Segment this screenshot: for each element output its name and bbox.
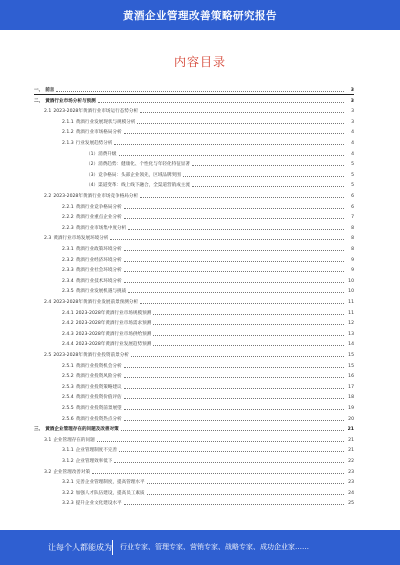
toc-entry-page: 22 [348, 459, 354, 464]
toc-entry-number: 三、 [34, 427, 44, 433]
toc-entry-title: 黄酒行业市场集中度分析 [75, 225, 127, 231]
toc-entry-title: 前言 [45, 87, 55, 93]
toc-entry-number: 2.1 [44, 109, 52, 115]
toc-leader-dots [119, 155, 345, 156]
toc-entry[interactable] [34, 362, 354, 371]
toc-entry-title: 2023-2028年黄酒行业市场供给预测 [75, 331, 152, 337]
toc-entry-title: 黄酒行业技术环境分析 [75, 278, 122, 284]
toc-leader-dots [124, 218, 344, 219]
toc-entry[interactable] [34, 478, 354, 487]
toc-entry[interactable] [34, 107, 354, 116]
toc-leader-dots [97, 441, 344, 442]
toc-entry-title: 企业管理改善对策 [53, 469, 91, 475]
toc-entry-title: 2023-2028年黄酒行业市场规模预测 [75, 310, 152, 316]
toc-leader-dots [92, 473, 344, 474]
toc-entry-page: 12 [348, 321, 354, 327]
toc-entry-page: 6 [351, 204, 354, 210]
toc-entry-title: 2023-2028年黄酒行业市场运行态势分析 [53, 109, 139, 115]
toc-entry-page: 11 [348, 300, 354, 305]
toc-entry[interactable] [34, 160, 354, 169]
footer-tagline: 行业专家、管理专家、营销专家、战略专家、成功企业家…… [120, 543, 309, 551]
toc-leader-dots [124, 367, 344, 368]
toc-entry-title: 黄酒行业市场分析与预测 [45, 98, 96, 104]
toc-entry-page: 7 [351, 215, 354, 221]
toc-leader-dots [153, 324, 344, 325]
toc-leader-dots [124, 282, 344, 283]
toc-entry[interactable] [34, 309, 354, 318]
toc-entry-page: 3 [351, 119, 354, 125]
toc-entry-number: 2.5 [44, 353, 52, 358]
toc-entry-number: 2.1.1 [62, 119, 74, 125]
toc-entry-number: 2.4.2 [62, 321, 74, 327]
toc-entry[interactable] [34, 425, 354, 434]
toc-entry-title: 黄酒企业管理存在的问题及改善对策 [45, 427, 119, 433]
toc-leader-dots [140, 197, 344, 198]
toc-entry-number: 2.3.5 [62, 289, 74, 295]
toc-entry-title: 黄酒行业竞争格局分析 [75, 204, 122, 210]
toc-entry-page: 21 [348, 437, 354, 443]
toc-entry[interactable] [34, 256, 354, 265]
toc-entry-title: 黄酒行业社会环境分析 [75, 268, 122, 274]
toc-leader-dots [119, 451, 344, 452]
toc-entry[interactable] [34, 340, 354, 349]
toc-entry[interactable] [34, 245, 354, 254]
toc-entry-number: 2.1.2 [62, 130, 74, 136]
toc-entry-title: 黄酒行业投资前景展望 [75, 406, 122, 411]
toc-leader-dots [153, 345, 344, 346]
toc-leader-dots [114, 144, 344, 145]
toc-entry[interactable] [34, 489, 354, 498]
toc-entry[interactable] [34, 351, 354, 360]
toc-entry-number: 2.3 [44, 236, 52, 242]
toc-entry-number: 3.2.2 [62, 490, 74, 496]
table-of-contents [34, 86, 354, 510]
toc-entry-title: 加强人才队伍建设，提高员工素质 [75, 490, 145, 496]
toc-entry[interactable] [34, 266, 354, 275]
toc-entry[interactable] [34, 181, 354, 190]
toc-entry-number: 2.5.4 [62, 395, 74, 401]
toc-entry[interactable] [34, 86, 354, 95]
toc-entry-title: 黄酒行业发展现状与规模分析 [75, 119, 136, 125]
toc-entry[interactable] [34, 171, 354, 180]
toc-leader-dots [124, 261, 344, 262]
toc-leader-dots [183, 176, 344, 177]
toc-entry[interactable] [34, 287, 354, 296]
toc-leader-dots [124, 398, 344, 399]
toc-entry-page: 3 [351, 109, 354, 115]
toc-entry[interactable] [34, 97, 354, 106]
toc-entry-number: 3.1 [44, 437, 52, 443]
toc-leader-dots [153, 314, 344, 315]
toc-leader-dots [131, 356, 344, 357]
toc-entry-number: 2.4.4 [62, 342, 74, 348]
toc-entry-page: 4 [351, 141, 354, 146]
toc-leader-dots [98, 102, 344, 103]
toc-entry-page: 8 [351, 236, 354, 242]
toc-entry[interactable] [34, 128, 354, 137]
toc-entry-title: 2023-2028年黄酒行业市场竞争格局分析 [53, 194, 139, 199]
toc-entry-title: 黄酒行业市场格局分析 [75, 130, 122, 136]
toc-entry-page: 18 [348, 395, 354, 401]
toc-entry-number: 3.1.1 [62, 448, 74, 454]
toc-entry-page: 24 [348, 490, 354, 496]
toc-entry-page: 9 [351, 257, 354, 263]
toc-entry-number: 3.2.3 [62, 501, 74, 507]
toc-entry-title: （1）消费升级 [86, 151, 117, 157]
toc-entry-number: 2.2.2 [62, 215, 74, 221]
toc-leader-dots [110, 239, 344, 240]
toc-leader-dots [192, 165, 344, 166]
toc-entry-page: 16 [348, 374, 354, 380]
toc-entry-page: 19 [348, 406, 354, 411]
toc-entry-page: 5 [351, 183, 354, 189]
footer-slogan: 让每个人都能成为 [48, 543, 112, 552]
toc-leader-dots [147, 483, 344, 484]
toc-entry-page: 11 [348, 310, 354, 316]
toc-entry-title: 黄酒行业投资机会分析 [75, 363, 122, 369]
toc-leader-dots [124, 271, 344, 272]
toc-entry-number: 2.5.1 [62, 363, 74, 369]
toc-entry-title: 2023-2028年黄酒行业发展趋势预测 [75, 342, 152, 348]
toc-entry-page: 25 [348, 501, 354, 507]
toc-entry-title: 黄酒行业投资风险分析 [75, 374, 122, 380]
toc-entry[interactable] [34, 446, 354, 455]
toc-entry[interactable] [34, 277, 354, 286]
toc-leader-dots [124, 504, 344, 505]
toc-entry-number: 2.5.6 [62, 416, 74, 422]
toc-leader-dots [124, 208, 344, 209]
toc-entry-page: 14 [348, 342, 354, 348]
toc-entry-number: 2.4 [44, 300, 52, 305]
toc-entry[interactable] [34, 139, 354, 148]
footer-divider [112, 540, 113, 555]
toc-leader-dots [124, 377, 344, 378]
toc-entry-title: 企业管理制度不完善 [75, 448, 118, 454]
toc-entry-number: 2.3.4 [62, 278, 74, 284]
toc-leader-dots [124, 409, 344, 410]
toc-leader-dots [147, 494, 344, 495]
toc-entry[interactable] [34, 150, 354, 159]
toc-entry-number: 3.1.2 [62, 459, 74, 464]
toc-entry-title: 完善企业管理制度，提高管理水平 [75, 480, 145, 486]
toc-entry-page: 20 [348, 416, 354, 422]
toc-entry-title: 黄酒行业政策环境分析 [75, 247, 122, 252]
toc-leader-dots [124, 133, 344, 134]
toc-leader-dots [128, 229, 344, 230]
toc-entry[interactable] [34, 224, 354, 233]
toc-entry[interactable] [34, 118, 354, 127]
toc-entry[interactable] [34, 213, 354, 222]
toc-entry-title: （3）竞争格局：头部企业领先，区域品牌突围 [86, 172, 181, 178]
report-title: 黄酒企业管理改善策略研究报告 [123, 9, 277, 22]
toc-entry-title: 企业管理效率低下 [75, 459, 113, 464]
toc-entry[interactable] [34, 499, 354, 508]
toc-entry-title: 2023-2028年黄酒行业投资前景分析 [53, 353, 129, 358]
toc-entry-number: 2.5.2 [62, 374, 74, 380]
toc-entry-number: 2.3.1 [62, 247, 74, 252]
toc-entry[interactable] [34, 234, 354, 243]
toc-entry[interactable] [34, 457, 354, 466]
toc-entry[interactable] [34, 192, 354, 201]
toc-entry-title: 黄酒行业发展机遇与挑战 [75, 289, 127, 295]
toc-entry-number: 2.2 [44, 194, 52, 199]
toc-entry-page: 4 [351, 151, 354, 157]
toc-leader-dots [192, 186, 344, 187]
toc-title: 内容目录 [173, 55, 226, 69]
toc-entry-title: 黄酒行业经济环境分析 [75, 257, 122, 263]
toc-entry-page: 21 [347, 427, 354, 433]
toc-entry-number: 2.4.3 [62, 331, 74, 337]
toc-entry[interactable] [34, 298, 354, 307]
toc-entry-number: 2.2.3 [62, 225, 74, 231]
toc-entry-page: 5 [351, 172, 354, 178]
toc-entry-number: 二、 [34, 98, 44, 104]
toc-entry-number: 一、 [34, 87, 44, 93]
toc-leader-dots [124, 250, 344, 251]
toc-entry-page: 21 [348, 448, 354, 454]
toc-leader-dots [121, 430, 344, 431]
toc-leader-dots [140, 112, 344, 113]
toc-entry[interactable] [34, 203, 354, 212]
footer-banner [0, 530, 400, 565]
toc-entry-number: 3.2 [44, 469, 52, 475]
toc-entry[interactable] [34, 330, 354, 339]
toc-entry-page: 8 [351, 225, 354, 231]
toc-entry-number: 2.4.1 [62, 310, 74, 316]
toc-entry[interactable] [34, 372, 354, 381]
toc-entry-page: 23 [348, 480, 354, 486]
toc-entry-title: 黄酒行业投资价值评估 [75, 395, 122, 401]
toc-entry[interactable] [34, 436, 354, 445]
toc-leader-dots [114, 462, 344, 463]
toc-entry[interactable] [34, 468, 354, 477]
toc-entry-page: 13 [348, 331, 354, 337]
toc-entry-title: 企业管理存在的问题 [53, 437, 95, 443]
toc-leader-dots [137, 123, 344, 124]
toc-leader-dots [128, 292, 344, 293]
toc-entry-page: 5 [351, 162, 354, 168]
toc-entry-title: 2023-2028年黄酒行业市场需求预测 [75, 321, 152, 327]
toc-leader-dots [56, 91, 344, 92]
toc-entry-page: 10 [348, 278, 354, 284]
toc-entry-page: 17 [348, 384, 354, 390]
toc-leader-dots [124, 388, 344, 389]
toc-entry-page: 6 [351, 194, 354, 199]
toc-entry[interactable] [34, 383, 354, 392]
toc-entry-title: （2）消费趋势：健康化、个性化与年轻化特征显著 [86, 162, 190, 168]
toc-entry[interactable] [34, 415, 354, 424]
toc-entry-number: 2.5.3 [62, 384, 74, 390]
toc-entry-title: 提升企业文化建设水平 [75, 501, 122, 507]
toc-entry-page: 10 [348, 289, 354, 295]
toc-entry-number: 3.2.1 [62, 480, 74, 486]
toc-entry[interactable] [34, 404, 354, 413]
toc-entry-number: 2.2.1 [62, 204, 74, 210]
toc-entry-title: 黄酒行业投资热点分析 [75, 416, 122, 422]
toc-entry-title: 黄酒行业市场发展环境分析 [53, 236, 109, 242]
toc-leader-dots [140, 303, 344, 304]
report-header [0, 0, 400, 30]
toc-entry-page: 23 [348, 469, 354, 475]
toc-entry-page: 9 [351, 268, 354, 274]
toc-entry-number: 2.3.2 [62, 257, 74, 263]
toc-entry-number: 2.5.5 [62, 406, 74, 411]
toc-entry-page: 15 [348, 353, 354, 358]
toc-entry-page: 3 [350, 98, 354, 104]
toc-entry-title: 黄酒行业投资策略建议 [75, 384, 122, 390]
toc-entry[interactable] [34, 393, 354, 402]
toc-entry-page: 8 [351, 247, 354, 252]
toc-entry-page: 3 [350, 87, 354, 93]
toc-entry-number: 2.3.3 [62, 268, 74, 274]
toc-entry-number: 2.1.3 [62, 141, 74, 146]
toc-leader-dots [124, 420, 344, 421]
toc-entry-title: 黄酒行业重点企业分析 [75, 215, 122, 221]
toc-entry-page: 15 [348, 363, 354, 369]
toc-entry-title: 2023-2028年黄酒行业发展前景预测分析 [53, 300, 139, 305]
toc-entry[interactable] [34, 319, 354, 328]
toc-entry-page: 4 [351, 130, 354, 136]
toc-leader-dots [153, 335, 344, 336]
toc-entry-title: 行业发展趋势分析 [75, 141, 113, 146]
toc-entry-title: （4）渠道变革：线上线下融合，全渠道营销成主流 [86, 183, 190, 189]
